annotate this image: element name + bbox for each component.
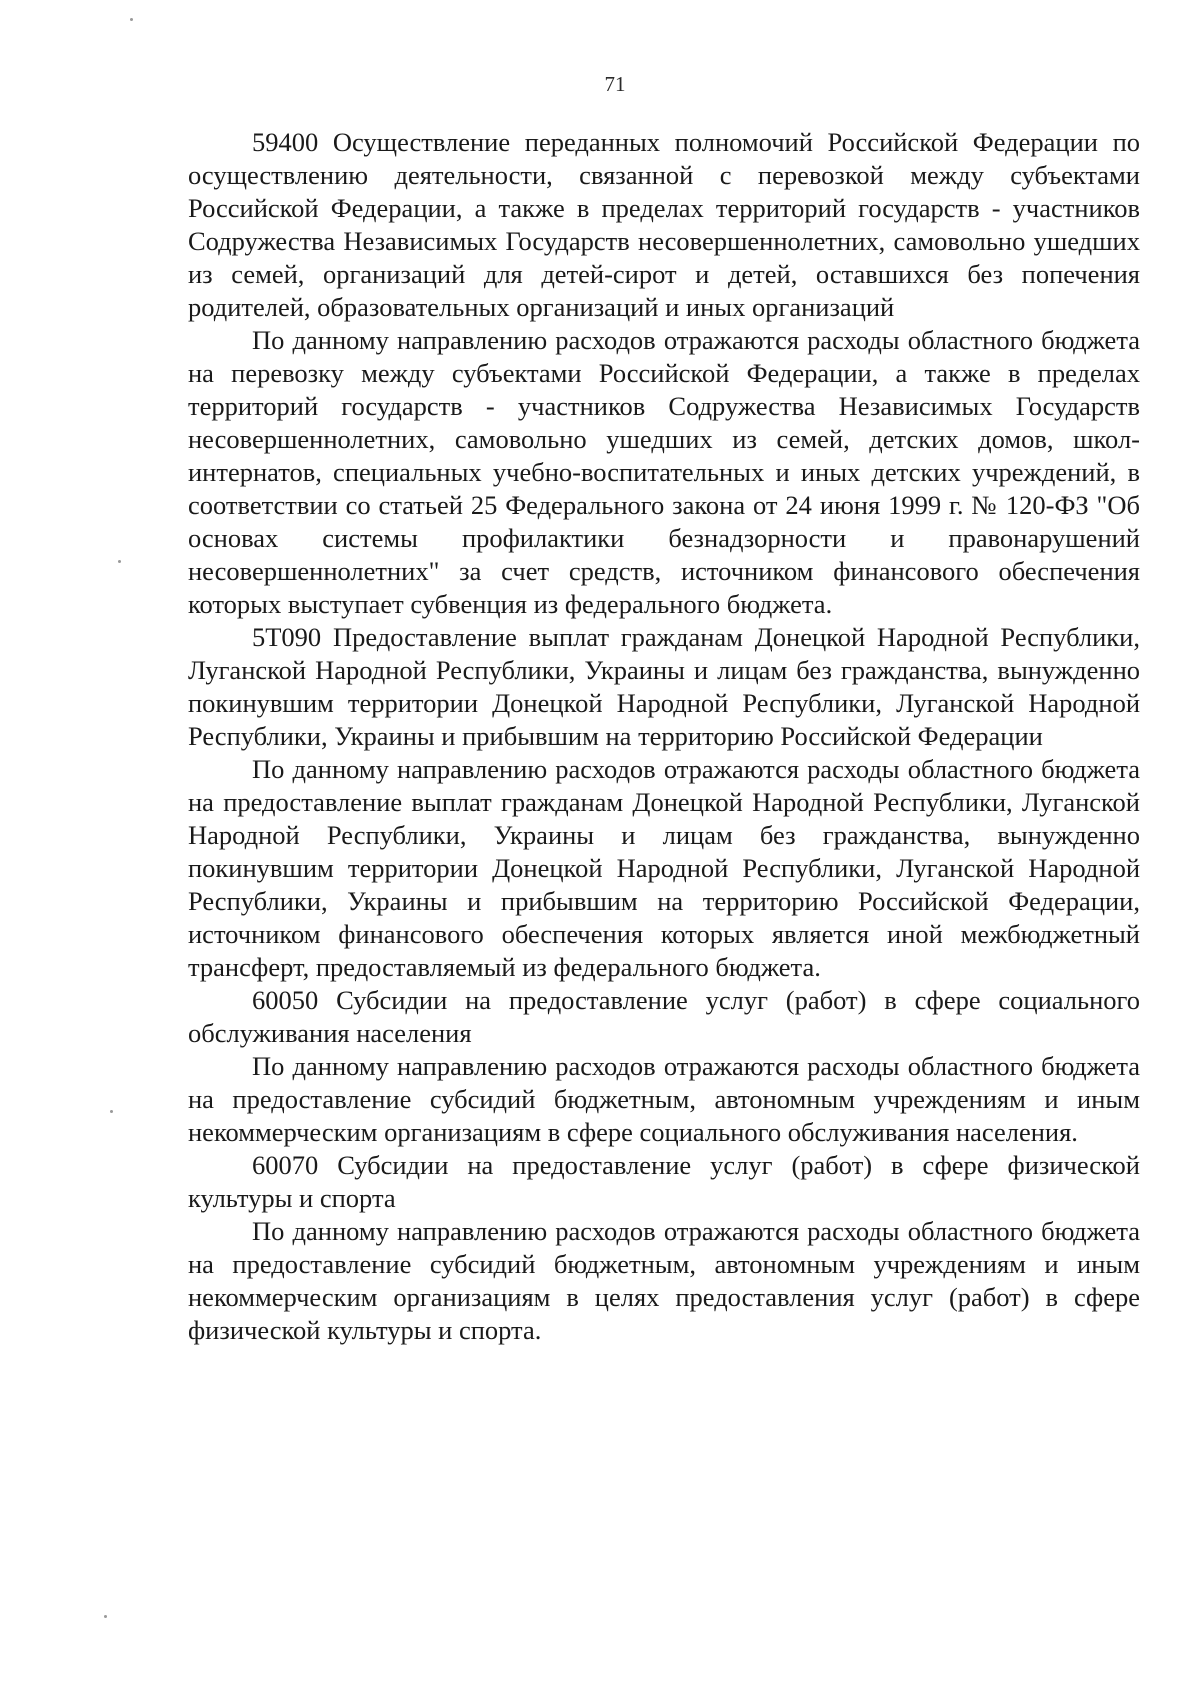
- paragraph-60070-heading: 60070 Субсидии на предоставление услуг (работ) в сфере физической культуры и спорта: [188, 1150, 1140, 1213]
- paragraph-60050-heading: 60050 Субсидии на предоставление услуг (работ) в сфере социального обслуживания населения: [188, 985, 1140, 1048]
- document-body: [188, 126, 1140, 1347]
- paragraph-5t090-description: По данному направлению расходов отражаются расходы областного бюджета на предоставление выплат гражданам Донецкой Народной Республики, Луганской Народной Республики, Украины и лицам без гражданства, вынужденно покинувшим территории Донецкой Народной Республики, Луганской Народной Республики, Украины и прибывшим на территорию Российской Федерации, источником финансового обеспечения которых является иной межбюджетный трансферт, предоставляемый из федерального бюджета.: [188, 754, 1140, 982]
- scan-speck: [118, 560, 121, 563]
- paragraph-60070-description: По данному направлению расходов отражаются расходы областного бюджета на предоставление субсидий бюджетным, автономным учреждениям и иным некоммерческим организациям в целях предоставления услуг (работ) в сфере физической культуры и спорта.: [188, 1216, 1140, 1345]
- scan-speck: [130, 18, 133, 21]
- scan-speck: [110, 1110, 113, 1113]
- scan-speck: [104, 1615, 107, 1618]
- paragraph-60050-description: По данному направлению расходов отражаются расходы областного бюджета на предоставление субсидий бюджетным, автономным учреждениям и иным некоммерческим организациям в сфере социального обслуживания населения.: [188, 1051, 1140, 1147]
- paragraph-59400-description: По данному направлению расходов отражаются расходы областного бюджета на перевозку между субъектами Российской Федерации, а также в пределах территорий государств - участников Содружества Независимых Государств несовершеннолетних, самовольно ушедших из семей, детских домов, школ-интернатов, специальных учебно-воспитательных и иных детских учреждений, в соответствии со статьей 25 Федерального закона от 24 июня 1999 г. № 120-ФЗ "Об основах системы профилактики безнадзорности и правонарушений несовершеннолетних" за счет средств, источником финансового обеспечения которых выступает субвенция из федерального бюджета.: [188, 325, 1140, 619]
- paragraph-59400-heading: 59400 Осуществление переданных полномочий Российской Федерации по осуществлению деятельности, связанной с перевозкой между субъектами Российской Федерации, а также в пределах территорий государств - участников Содружества Независимых Государств несовершеннолетних, самовольно ушедших из семей, организаций для детей-сирот и детей, оставшихся без попечения родителей, образовательных организаций и иных организаций: [188, 127, 1140, 322]
- page-number: 71: [604, 72, 626, 96]
- paragraph-5t090-heading: 5Т090 Предоставление выплат гражданам Донецкой Народной Республики, Луганской Народной Республики, Украины и лицам без гражданства, вынужденно покинувшим территории Донецкой Народной Республики, Луганской Народной Республики, Украины и прибывшим на территорию Российской Федерации: [188, 622, 1140, 751]
